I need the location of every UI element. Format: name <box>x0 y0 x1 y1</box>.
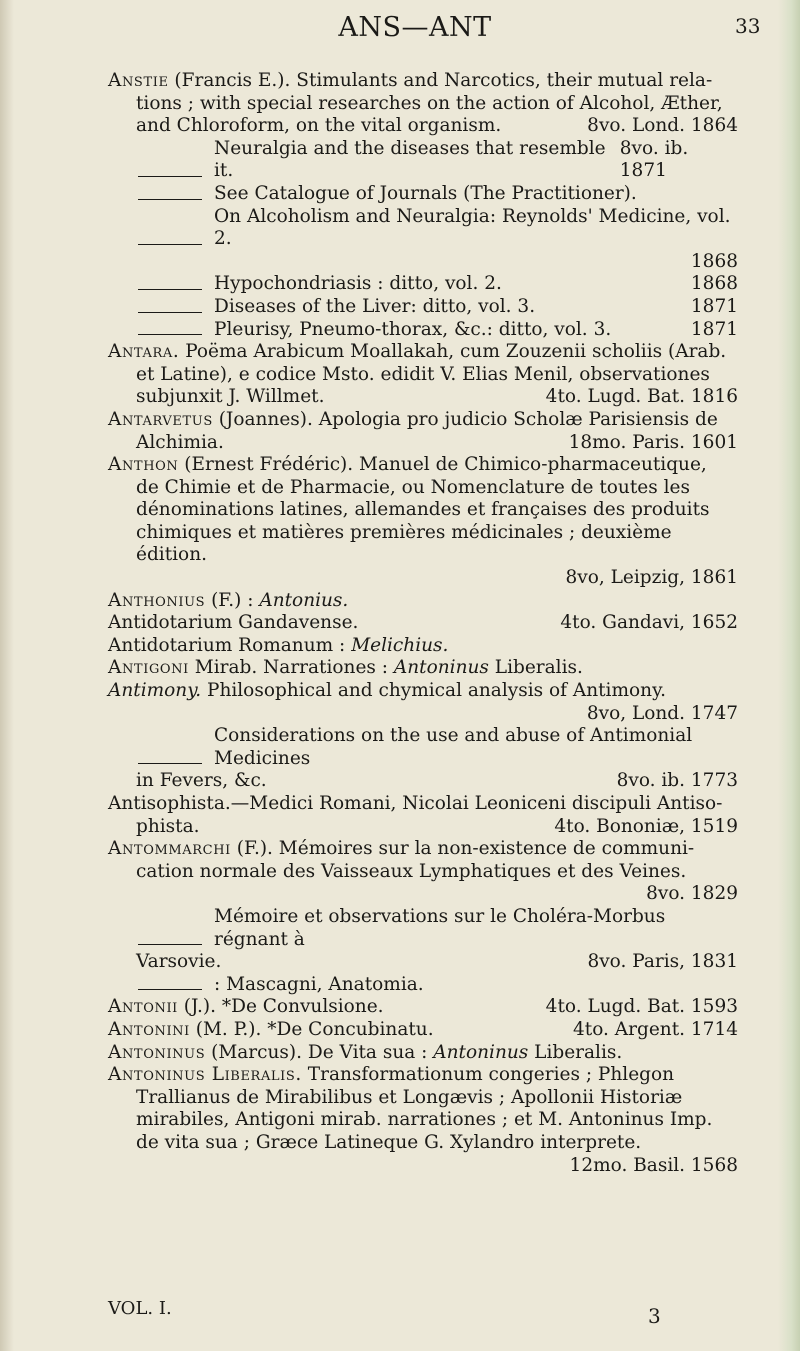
entry-title: dénominations latines, allemandes et françaises des produits <box>136 499 710 521</box>
imprint: 1868 <box>690 273 738 295</box>
entry-text <box>214 319 738 342</box>
continuation-line <box>108 115 738 138</box>
entry-heading-line <box>108 680 738 703</box>
cross-reference: Melichius. <box>351 634 449 656</box>
entry-text <box>136 816 200 839</box>
page-gutter-shadow <box>0 0 14 1351</box>
entry-heading-line <box>108 635 738 658</box>
entry-title: Neuralgia and the diseases that resemble it. <box>214 137 606 182</box>
entry-title: (J.). *De Convulsione. <box>177 996 384 1018</box>
imprint: 12mo. Basil. 1568 <box>569 1154 738 1176</box>
entry-text <box>136 1132 641 1155</box>
catalogue-column <box>108 70 738 1177</box>
entry-heading-line <box>108 657 738 680</box>
continuation-line <box>108 499 738 522</box>
entry-title: On Alcoholism and Neuralgia: Reynolds' Medicine, vol. 2. <box>214 205 731 250</box>
entry-text <box>108 590 348 613</box>
entry-text: in Fevers, &c. <box>136 770 267 792</box>
continuation-line <box>108 477 738 500</box>
catalogue-entry <box>108 454 738 590</box>
author-name: Antommarchi <box>108 838 231 860</box>
ditto-rule <box>138 198 202 200</box>
entry-heading-line <box>108 1064 738 1087</box>
continuation-line <box>108 703 738 726</box>
catalogue-entry <box>108 793 738 838</box>
entry-title: (F.) : <box>205 589 260 611</box>
entry-text <box>108 612 358 635</box>
imprint: 4to. Bononiæ, 1519 <box>554 815 738 837</box>
entry-text <box>136 1109 712 1132</box>
entry-text <box>214 974 738 997</box>
entry-text <box>214 183 738 206</box>
entry-title: Liberalis. <box>488 657 583 679</box>
ditto-rule <box>138 333 202 335</box>
entry-text <box>108 341 726 364</box>
catalogue-entry <box>108 1019 738 1042</box>
entry-text <box>136 499 710 522</box>
ditto-rule <box>138 243 202 245</box>
entry-text <box>214 206 738 251</box>
catalogue-entry <box>108 409 738 454</box>
entry-title: phista. <box>136 815 200 837</box>
page-edge <box>778 0 800 1351</box>
catalogue-entry <box>108 206 738 274</box>
ditto-line <box>108 206 738 251</box>
ditto-line <box>108 138 738 183</box>
cross-reference: Antoninus <box>433 1041 529 1063</box>
imprint: 8vo. ib. 1773 <box>616 770 738 792</box>
running-title: ANS—ANT <box>338 12 492 43</box>
entry-title: cation normale des Vaisseaux Lymphatiques et des Veines. <box>136 860 687 882</box>
entry-title: Poëma Arabicum Moallakah, cum Zouzenii scholiis (Arab. <box>179 341 727 363</box>
entry-text <box>108 657 583 680</box>
author-name: Antigoni <box>108 657 189 679</box>
imprint: 1871 <box>690 318 738 340</box>
entry-title: Considerations on the use and abuse of Antimonial Medicines <box>214 725 693 769</box>
catalogue-entry <box>108 319 738 342</box>
ditto-rule <box>138 943 202 945</box>
entry-text <box>108 635 448 658</box>
ditto-line <box>108 319 738 342</box>
entry-title: (Francis E.). Stimulants and Narcotics, their mutual rela- <box>168 70 713 91</box>
imprint: 8vo, Leipzig, 1861 <box>565 567 738 589</box>
entry-title: subjunxit J. Willmet. <box>136 386 325 408</box>
catalogue-entry <box>108 996 738 1019</box>
entry-title: de vita sua ; Græce Latineque G. Xylandro interprete. <box>136 1131 642 1153</box>
imprint: 8vo, Lond. 1747 <box>586 702 738 724</box>
catalogue-entry <box>108 974 738 997</box>
catalogue-entry <box>108 273 738 296</box>
entry-heading-line <box>108 996 738 1019</box>
entry-title: Mémoire et observations sur le Choléra-Morbus régnant à <box>214 905 666 950</box>
imprint: 18mo. Paris. 1601 <box>568 431 738 453</box>
imprint: 4to. Lugd. Bat. 1593 <box>545 996 738 1018</box>
ditto-rule <box>138 762 202 764</box>
author-name: Antonii <box>108 996 178 1018</box>
entry-text <box>108 1042 622 1065</box>
entry-text <box>136 1087 682 1110</box>
catalogue-entry <box>108 612 738 635</box>
entry-text <box>136 364 710 387</box>
continuation-line <box>108 1155 738 1178</box>
ditto-line <box>108 183 738 206</box>
entry-title: (Marcus). De Vita sua : <box>205 1041 434 1063</box>
entry-title: (Joannes). Apologia pro judicio Scholæ Parisiensis de <box>212 408 718 430</box>
imprint: 8vo. Paris, 1831 <box>587 951 738 973</box>
cross-reference: Antoninus <box>393 657 489 679</box>
entry-title: and Chloroform, on the vital organism. <box>136 115 502 137</box>
ditto-line <box>108 273 738 296</box>
entry-text <box>108 996 384 1019</box>
entry-heading-line <box>108 409 738 432</box>
imprint: 1868 <box>690 250 738 272</box>
ditto-line <box>108 296 738 319</box>
author-name: Antara. <box>108 341 180 363</box>
volume-marker: VOL. I. <box>108 1298 172 1319</box>
entry-title: Alchimia. <box>136 431 224 453</box>
entry-heading-line <box>108 590 738 613</box>
entry-title: Trallianus de Mirabilibus et Longævis ; Apollonii Historiæ <box>136 1086 683 1108</box>
entry-title: mirabiles, Antigoni mirab. narrationes ; et M. Antoninus Imp. <box>136 1109 713 1131</box>
continuation-line <box>108 951 738 974</box>
entry-heading-line <box>108 454 738 477</box>
ditto-rule <box>138 311 202 313</box>
continuation-line <box>108 883 738 906</box>
entry-text <box>108 454 707 477</box>
imprint: 4to. Argent. 1714 <box>573 1018 738 1040</box>
entry-text <box>108 1019 434 1042</box>
subject-heading: Antimony. <box>108 680 202 702</box>
entry-heading-line <box>108 1042 738 1065</box>
entry-title: Mirab. Narrationes : <box>188 657 394 679</box>
catalogue-entry <box>108 1042 738 1065</box>
entry-text <box>108 680 666 703</box>
continuation-line <box>108 1132 738 1155</box>
signature-mark: 3 <box>648 1304 661 1328</box>
author-name: Antoninus <box>108 1041 206 1063</box>
entry-text <box>136 477 690 500</box>
entry-title: (M. P.). *De Concubinatu. <box>189 1018 434 1040</box>
catalogue-entry <box>108 838 738 906</box>
catalogue-entry <box>108 1064 738 1177</box>
entry-title: Antidotarium Romanum : <box>108 634 352 656</box>
imprint: 4to. Gandavi, 1652 <box>560 612 738 634</box>
entry-title: de Chimie et de Pharmacie, ou Nomenclature de toutes les <box>136 476 690 498</box>
continuation-line <box>108 567 738 590</box>
cross-reference: Antonius. <box>259 589 349 611</box>
entry-title: Philosophical and chymical analysis of Antimony. <box>201 680 666 702</box>
entry-text <box>108 1064 674 1087</box>
catalogue-entry <box>108 70 738 138</box>
entry-title: et Latine), e codice Msto. edidit V. Elias Menil, observationes <box>136 363 710 385</box>
continuation-line <box>108 1109 738 1132</box>
entry-text <box>214 138 738 183</box>
catalogue-entry <box>108 138 738 183</box>
author-name: Antonini <box>108 1018 190 1040</box>
imprint: 8vo. Lond. 1864 <box>587 115 738 137</box>
entry-title: Hypochondriasis : ditto, vol. 2. <box>214 273 502 295</box>
entry-text <box>136 115 501 138</box>
ditto-line <box>108 906 738 951</box>
entry-title: Liberalis. <box>528 1041 623 1063</box>
entry-title: (F.). Mémoires sur la non-existence de communi- <box>230 838 695 860</box>
entry-heading-line <box>108 70 738 93</box>
catalogue-entry <box>108 341 738 409</box>
entry-title: Antisophista.—Medici Romani, Nicolai Leoniceni discipuli Antiso- <box>108 793 723 814</box>
entry-title: Transformationum congeries ; Phlegon <box>301 1064 675 1086</box>
continuation-line <box>108 861 738 884</box>
catalogue-entry <box>108 657 738 680</box>
entry-title: : Mascagni, Anatomia. <box>214 973 424 995</box>
continuation-line <box>108 1087 738 1110</box>
catalogue-entry <box>108 680 738 725</box>
entry-text <box>136 386 324 409</box>
continuation-line <box>108 364 738 387</box>
entry-text <box>136 861 686 884</box>
catalogue-entry <box>108 635 738 658</box>
ditto-rule <box>138 288 202 290</box>
entry-text <box>108 838 694 861</box>
author-name: Anthonius <box>108 589 206 611</box>
entry-heading-line <box>108 341 738 364</box>
ditto-rule <box>138 988 202 990</box>
entry-text: Varsovie. <box>136 951 222 973</box>
entry-text <box>136 522 738 567</box>
entry-text <box>214 906 738 951</box>
ditto-line <box>108 974 738 997</box>
ditto-line <box>108 725 738 770</box>
imprint: 4to. Lugd. Bat. 1816 <box>545 386 738 408</box>
entry-title: See Catalogue of Journals (The Practitioner). <box>214 182 637 204</box>
entry-title: (Ernest Frédéric). Manuel de Chimico-pharmaceutique, <box>178 454 707 476</box>
entry-title: chimiques et matières premières médicinales ; deuxième édition. <box>136 521 672 566</box>
entry-title: Pleurisy, Pneumo-thorax, &c.: ditto, vol. 3. <box>214 318 612 340</box>
entry-text <box>136 93 723 116</box>
author-name: Anstie <box>108 70 169 91</box>
catalogue-entry <box>108 906 738 974</box>
entry-text <box>108 409 718 432</box>
entry-text <box>108 793 722 816</box>
continuation-line <box>108 93 738 116</box>
entry-heading-line <box>108 838 738 861</box>
entry-title: Diseases of the Liver: ditto, vol. 3. <box>214 295 536 317</box>
catalogue-entry <box>108 296 738 319</box>
continuation-line <box>108 522 738 567</box>
author-name: Antoninus Liberalis. <box>108 1064 302 1086</box>
entry-title: Antidotarium Gandavense. <box>108 612 359 634</box>
continuation-line <box>108 770 738 793</box>
catalogue-entry <box>108 183 738 206</box>
entry-text <box>108 70 712 93</box>
running-header <box>0 0 800 60</box>
entry-text <box>214 273 738 296</box>
page-number: 33 <box>735 14 761 38</box>
entry-heading-line <box>108 793 738 816</box>
author-name: Antarvetus <box>108 408 213 430</box>
entry-text <box>214 296 738 319</box>
entry-title: tions ; with special researches on the action of Alcohol, Æther, <box>136 92 723 114</box>
entry-text <box>136 432 224 455</box>
imprint: 1871 <box>690 295 738 317</box>
ditto-rule <box>138 175 202 177</box>
imprint: 8vo. ib. 1871 <box>619 137 689 182</box>
continuation-line <box>108 386 738 409</box>
catalogue-entry <box>108 590 738 613</box>
entry-heading-line <box>108 1019 738 1042</box>
imprint: 8vo. 1829 <box>646 883 738 905</box>
author-name: Anthon <box>108 454 179 476</box>
continuation-line <box>108 432 738 455</box>
entry-heading-line <box>108 612 738 635</box>
entry-text <box>214 725 738 770</box>
continuation-line <box>108 816 738 839</box>
catalogue-entry <box>108 725 738 793</box>
